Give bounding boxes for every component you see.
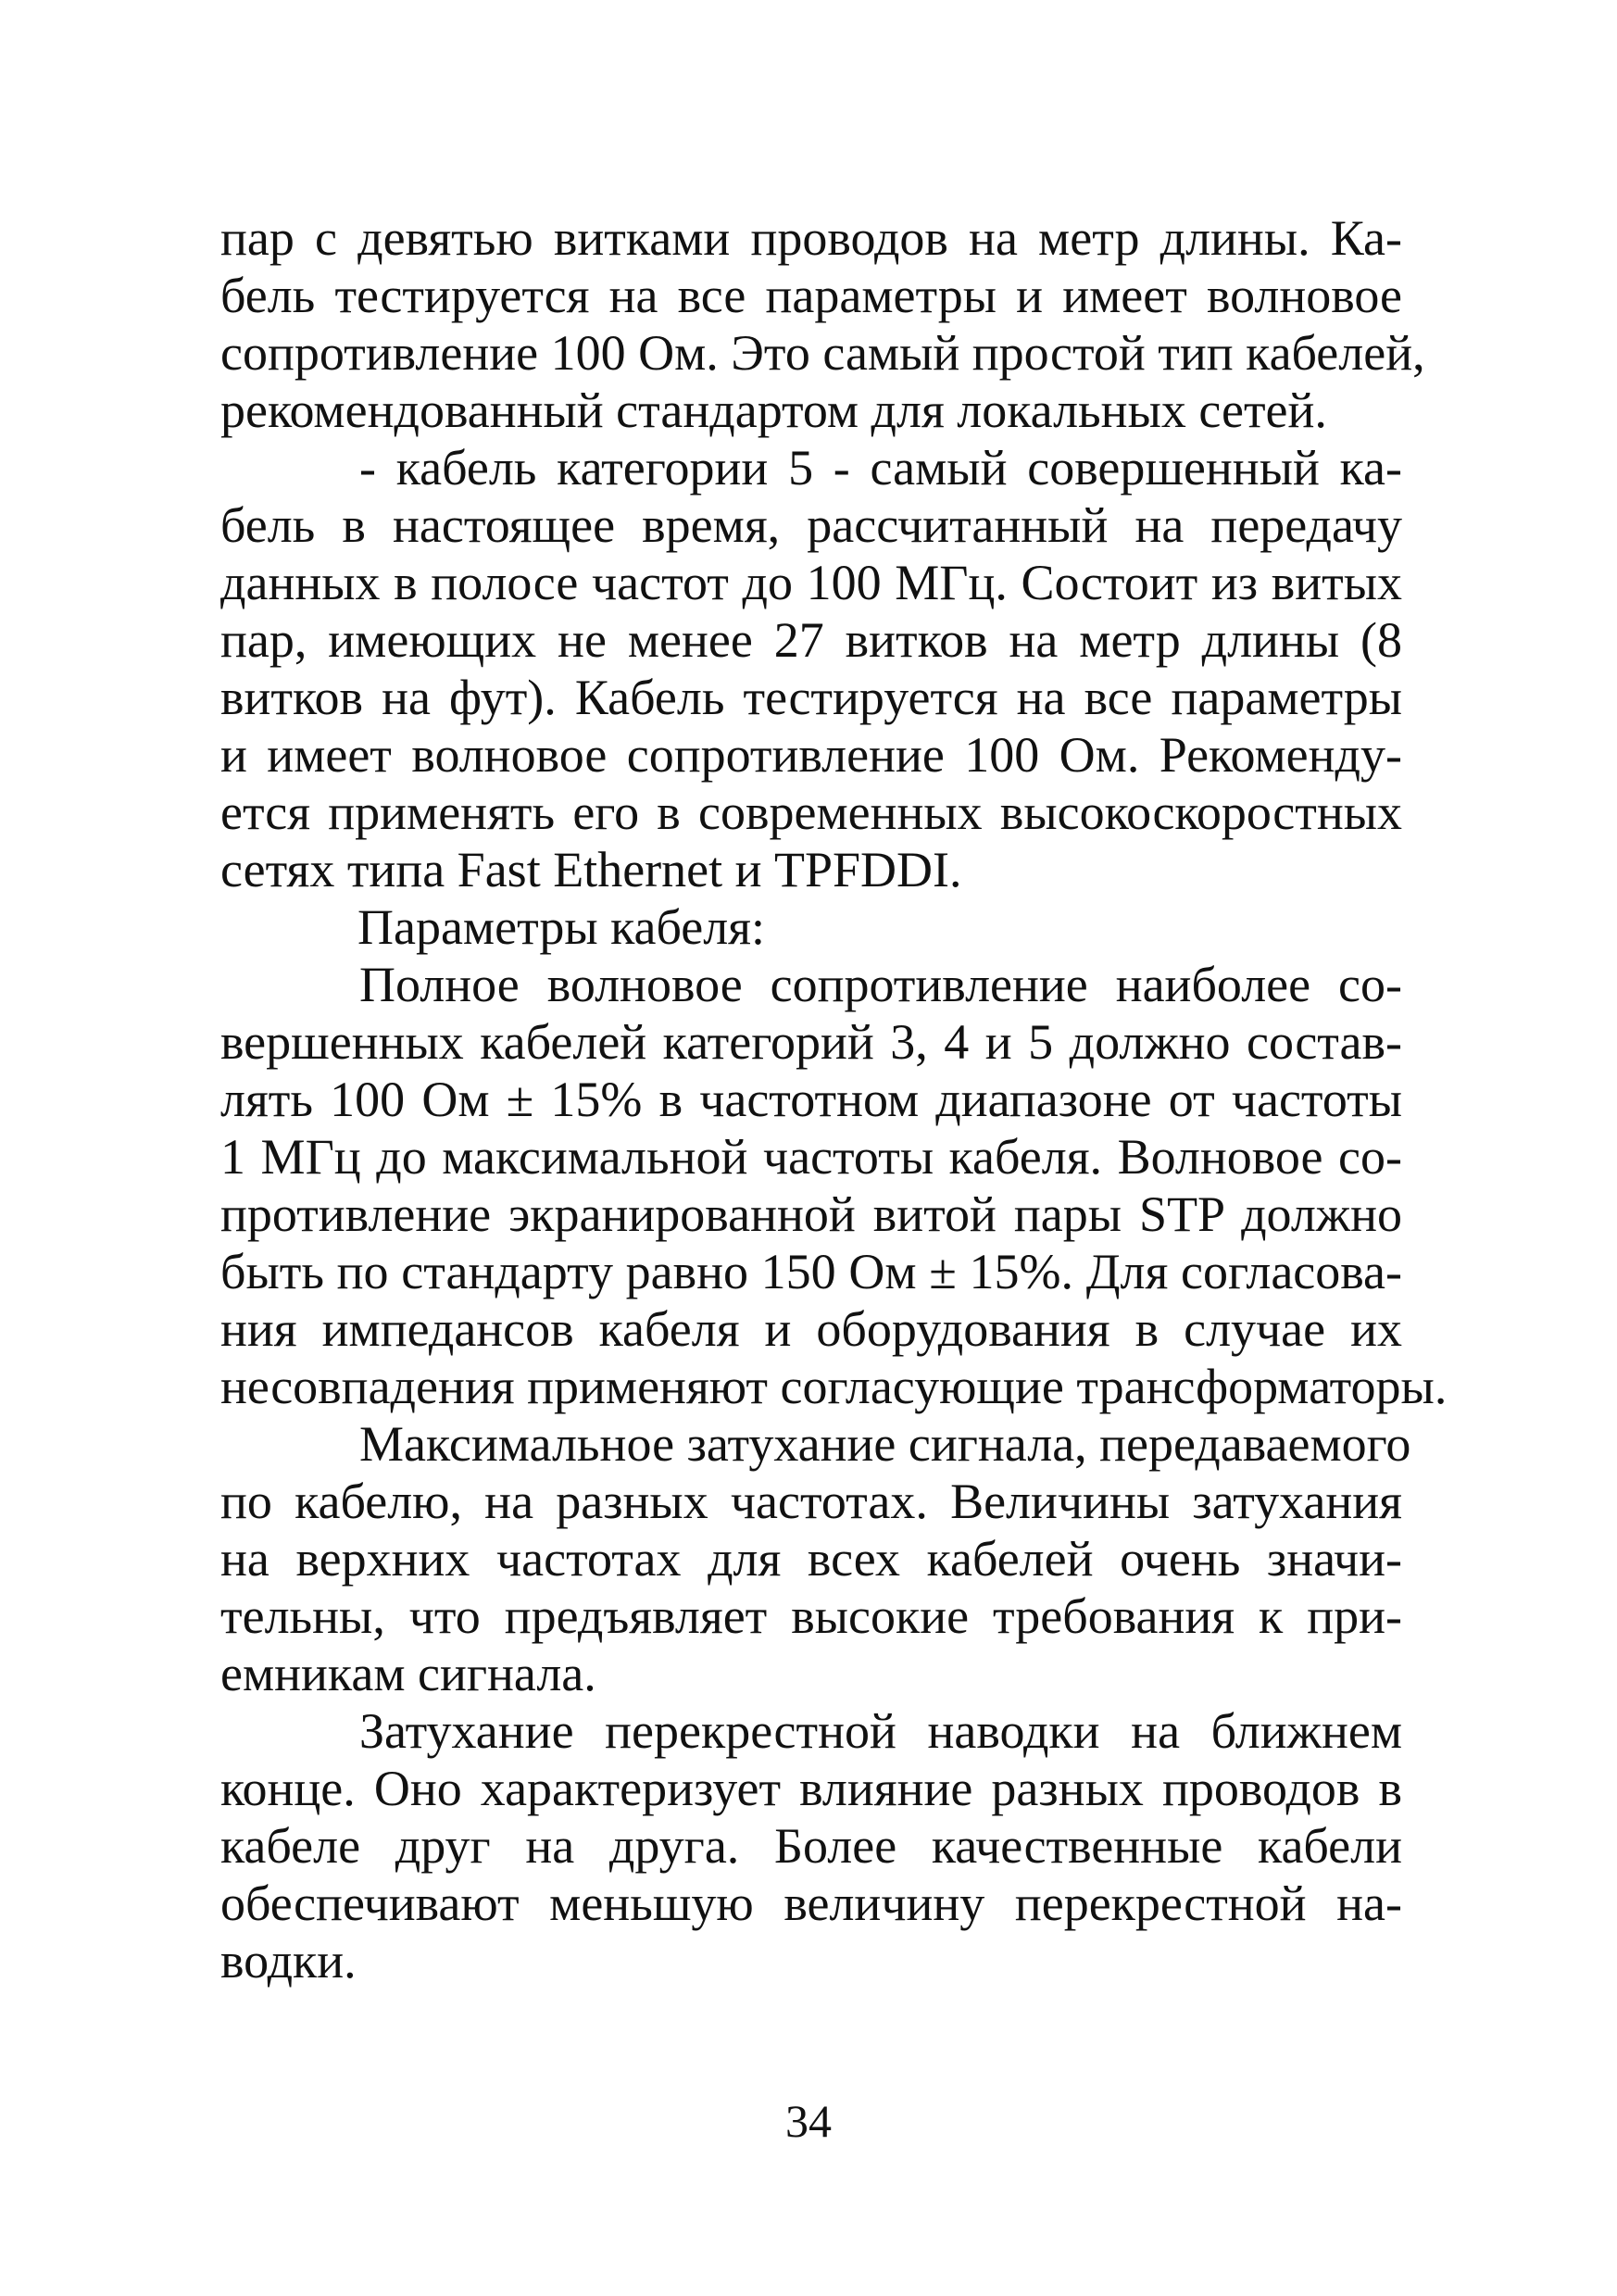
text-line: пар, имеющих не менее 27 витков на метр длины (8 (220, 612, 1402, 668)
text-line: по кабелю, на разных частотах. Величины затухания (220, 1474, 1402, 1529)
text-line: сопротивление 100 Ом. Это самый простой тип кабелей, (220, 325, 1425, 381)
text-line: 1 МГц до максимальной частоты кабеля. Волновое со- (220, 1129, 1402, 1185)
text-line: - кабель категории 5 - самый совершенный ка- (359, 440, 1402, 496)
text-line: противление экранированной витой пары STP должно (220, 1186, 1402, 1242)
text-line: обеспечивают меньшую величину перекрестной на- (220, 1876, 1402, 1931)
text-line: Полное волновое сопротивление наиболее со- (359, 957, 1402, 1012)
text-line: пар с девятью витками проводов на метр длины. Ка- (220, 210, 1402, 266)
body-text (220, 209, 1448, 1989)
page-number: 34 (785, 2095, 832, 2147)
text-line: Максимальное затухание сигнала, передаваемого (359, 1416, 1411, 1472)
text-line: тельны, что предъявляет высокие требования к при- (220, 1588, 1402, 1644)
text-line: витков на фут). Кабель тестируется на все параметры (220, 670, 1402, 725)
text-line: ется применять его в современных высокоскоростных (220, 784, 1402, 840)
text-line: лять 100 Ом ± 15% в частотном диапазоне от частоты (220, 1072, 1402, 1127)
text-line: и имеет волновое сопротивление 100 Ом. Рекоменду- (220, 727, 1402, 783)
text-line: водки. (220, 1933, 357, 1989)
text-line: несовпадения применяют согласующие трансформаторы. (220, 1359, 1448, 1414)
text-line: кабеле друг на друга. Более качественные кабели (220, 1818, 1402, 1874)
text-line: ния импедансов кабеля и оборудования в случае их (220, 1301, 1402, 1357)
text-line: данных в полосе частот до 100 МГц. Состоит из витых (220, 555, 1402, 610)
text-line: сетях типа Fast Ethernet и TPFDDI. (220, 842, 962, 897)
text-line: емникам сигнала. (220, 1646, 596, 1701)
text-line: Затухание перекрестной наводки на ближнем (359, 1703, 1402, 1759)
section-heading: Параметры кабеля: (357, 899, 766, 955)
text-line: на верхних частотах для всех кабелей очень значи- (220, 1531, 1402, 1587)
text-line: бель тестируется на все параметры и имеет волновое (220, 268, 1402, 323)
text-line: рекомендованный стандартом для локальных сетей. (220, 383, 1327, 438)
text-line: бель в настоящее время, рассчитанный на передачу (220, 497, 1402, 553)
text-line: вершенных кабелей категорий 3, 4 и 5 должно состав- (220, 1014, 1402, 1070)
text-line: конце. Оно характеризует влияние разных проводов в (220, 1761, 1402, 1816)
text-line: быть по стандарту равно 150 Ом ± 15%. Для согласова- (220, 1244, 1402, 1299)
